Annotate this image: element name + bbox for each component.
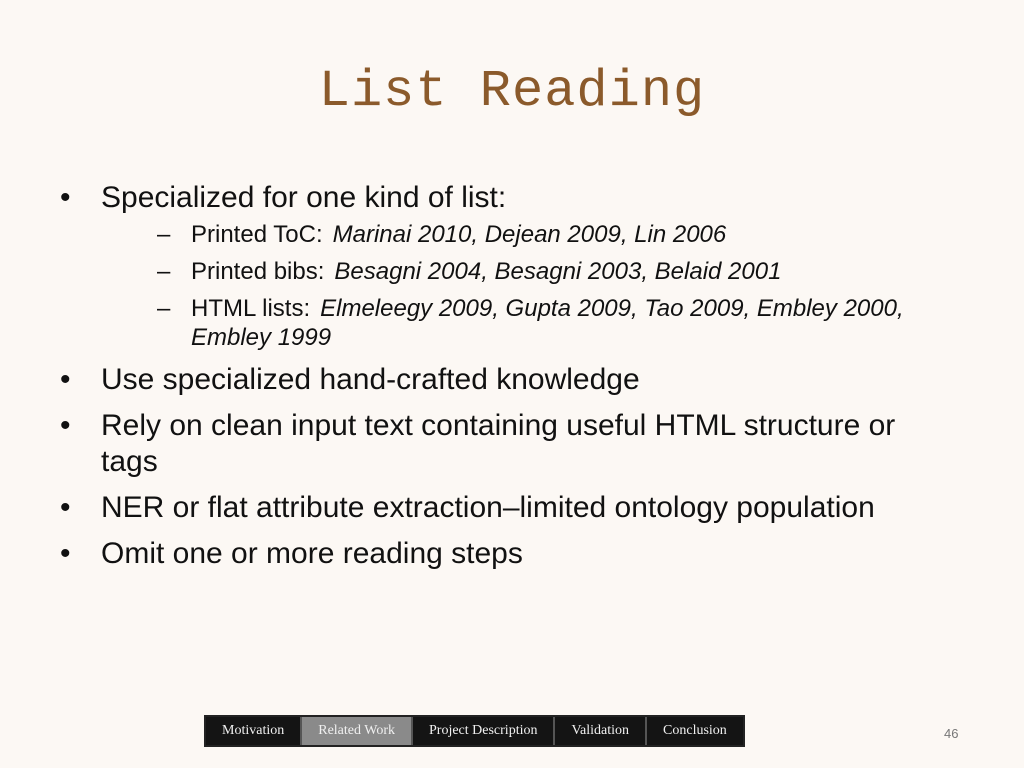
sub-bullet-item	[145, 257, 960, 286]
section-nav-bar	[204, 715, 745, 747]
bullet-text: NER or flat attribute extraction–limited ontology population	[101, 491, 875, 524]
sub-bullet-label: HTML lists:	[191, 295, 311, 322]
bullet-item	[60, 536, 960, 572]
sub-bullet-label: Printed ToC:	[191, 221, 323, 248]
bullet-item	[60, 362, 960, 398]
bullet-marker: •	[60, 491, 71, 524]
bullet-item	[60, 180, 960, 352]
bullet-marker: •	[60, 363, 71, 396]
sub-bullet-refs: Marinai 2010, Dejean 2009, Lin 2006	[332, 221, 727, 248]
bullet-text: Omit one or more reading steps	[101, 537, 523, 570]
bullet-marker: •	[60, 537, 71, 570]
sub-bullet-item	[145, 294, 960, 352]
nav-item-project-description[interactable]: Project Description	[413, 717, 555, 745]
sub-bullet-list	[101, 220, 960, 352]
bullet-text: Use specialized hand-crafted knowledge	[101, 363, 640, 396]
page-number: 46	[944, 726, 959, 741]
nav-item-validation[interactable]: Validation	[555, 717, 647, 745]
sub-bullet-label: Printed bibs:	[191, 258, 325, 285]
bullet-list	[60, 180, 960, 582]
sub-bullet-marker: –	[157, 295, 171, 322]
bullet-item	[60, 490, 960, 526]
sub-bullet-refs: Elmeleegy 2009, Gupta 2009, Tao 2009, Embley 2000, Embley 1999	[191, 295, 904, 351]
sub-bullet-refs: Besagni 2004, Besagni 2003, Belaid 2001	[334, 258, 782, 285]
bullet-text: Rely on clean input text containing useful HTML structure or tags	[101, 409, 896, 478]
sub-bullet-marker: –	[157, 221, 171, 248]
nav-item-related-work[interactable]: Related Work	[302, 717, 413, 745]
sub-bullet-marker: –	[157, 258, 171, 285]
nav-item-conclusion[interactable]: Conclusion	[647, 717, 743, 745]
bullet-marker: •	[60, 409, 71, 442]
bullet-marker: •	[60, 181, 71, 214]
bullet-text: Specialized for one kind of list:	[101, 181, 507, 214]
bullet-item	[60, 408, 960, 480]
sub-bullet-item	[145, 220, 960, 249]
nav-item-motivation[interactable]: Motivation	[206, 717, 302, 745]
slide-title: List Reading	[318, 62, 706, 121]
